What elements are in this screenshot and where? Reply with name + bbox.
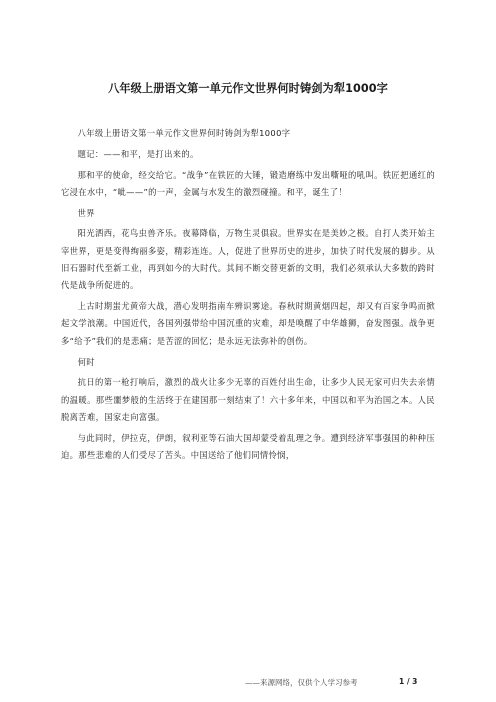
article-body xyxy=(61,125,435,468)
page-footer xyxy=(0,676,496,690)
paragraph-war: 抗日的第一枪打响后，激烈的战火让多少无辜的百姓付出生命，让多少人民无家可归失去亲情的温暖。那些噩梦般的生活终于在建国那一刻结束了！六十多年来，中国以和平为治国之本。人民脱离苦难，国家走向富强。 xyxy=(61,377,435,422)
paragraph-subtitle: 八年级上册语文第一单元作文世界何时铸剑为犁1000字 xyxy=(77,128,291,138)
section-heading-world: 世界 xyxy=(77,207,95,218)
paragraph-epigraph: 题记：——和平，是打出来的。 xyxy=(77,148,199,159)
paragraph-history: 上古时期蚩尤黄帝大战，潜心发明指南车辨识雾途。春秋时期黄烟四起，却又有百家争鸣而掀起文学浪潮。中国近代，各国列强带给中国沉重的灾难，却是唤醒了中华雄狮，奋发图强。战争更多“给予”我们的是悲痛；是苦涩的回忆；是永远无法弥补的创伤。 xyxy=(61,301,435,346)
paragraph-world: 阳光洒西，花鸟虫兽齐乐。夜幕降临，万物生灵俱寂。世界实在是美妙之极。自打人类开始主宰世界，更是变得绚丽多姿，精彩连连。人，促进了世界历史的进步，加快了时代发展的脚步。从旧石器时代至新工业，再到如今的大时代。其间不断交替更新的文明，我们必须承认大多数的跨时代是战争所促进的。 xyxy=(61,228,435,291)
paragraph-middle-east: 与此同时，伊拉克，伊朗，叙利亚等石油大国却蒙受着乱理之争。遭到经济军事强国的种种压迫。那些悲难的人们受尽了苦头。中国送给了他们同情怜悯， xyxy=(61,432,435,461)
section-heading-when: 何时 xyxy=(77,356,95,367)
page-number: 1 / 3 xyxy=(399,677,418,686)
footer-source-note: ——来源网络，仅供个人学习参考 xyxy=(245,678,358,687)
paragraph-intro: 那和平的使命，经交给它。“战争”在铁匠的大锤，锻造磨练中发出嘶哑的吼叫。铁匠把通红的它浸在水中，“呲——”的一声，金属与水发生的激烈碰撞。和平，诞生了！ xyxy=(61,169,435,197)
page-title: 八年级上册语文第一单元作文世界何时铸剑为犁1000字 xyxy=(108,82,388,95)
